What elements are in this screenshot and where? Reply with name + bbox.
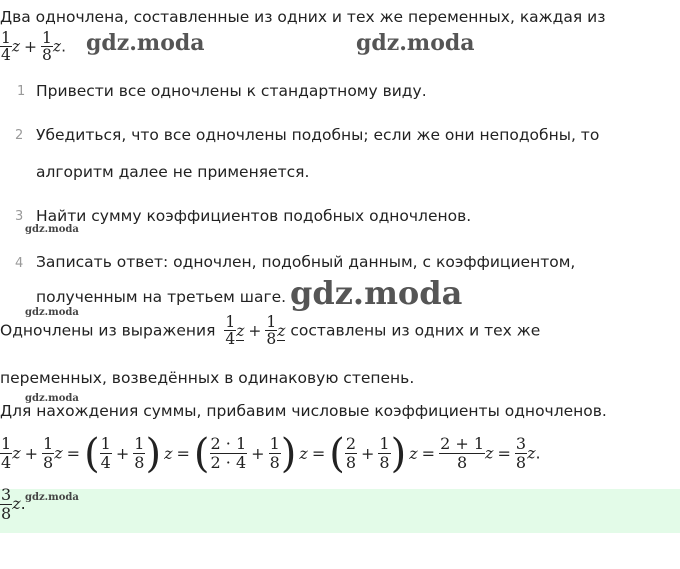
fraction: $\frac{1}{8}$ [43,434,54,473]
fraction: $\frac{1}{4}$ [1,29,11,65]
problem-expression: $\frac{1}{4}$ z + $\frac{1}{8}$ z. [1,29,67,65]
list-number: 2 [15,128,24,143]
list-item-continuation: полученным на третьем шаге. [36,288,287,306]
watermark: gdz.moda [25,492,79,503]
answer: $\frac{3}{8}$ z. [1,485,26,523]
list-number: 3 [15,209,24,224]
list-number: 1 [17,84,26,99]
list-item: Привести все одночлены к стандартному виду. [36,82,427,100]
watermark: gdz.moda [25,307,79,318]
watermark: gdz.moda [356,30,475,56]
list-item-continuation: алгоритм далее не применяется. [36,163,310,181]
list-item: Найти сумму коэффициентов подобных одночленов. [36,207,472,225]
answer-box [0,485,680,533]
explanation-line-2: переменных, возведённых в одинаковую степень. [0,369,415,387]
fraction: $\frac{2 + 1}{8}$ [440,434,485,473]
fraction: $\frac{1}{8}$ [42,29,52,65]
explanation-line-3: Для нахождения суммы, прибавим числовые коэффициенты одночленов. [0,402,607,420]
fraction: $\frac{1}{8}$ [379,434,390,473]
watermark: gdz.moda [290,274,463,312]
fraction: $\frac{1}{8}$ [269,434,280,473]
fraction: $\frac{3}{8}$ [515,434,527,473]
solution-equation: $\frac{1}{4}$ z + $\frac{1}{8}$ z = ( $\frac{1}{4}$ + $\frac{1}{8}$ ) z = ( $\frac{2 \cdot 1}{2 \cdot 4}$ + $\frac{1}{8}$ ) z = ( $\frac{2}{8}$ + $\frac{1}{8}$ ) z = $\frac{2 + 1}{8}$ z = $\frac{3}{8}$ z. [1,431,541,477]
fraction: $\frac{3}{8}$ [1,485,12,523]
fraction: $\frac{2 \cdot 1}{2 \cdot 4}$ [210,434,247,473]
list-item: Убедиться, что все одночлены подобны; если же они неподобны, то [36,126,600,144]
fraction: $\frac{1}{4}$ [100,434,111,473]
fraction: $\frac{1}{8}$ [134,434,145,473]
list-item: Записать ответ: одночлен, подобный данным, с коэффициентом, [36,253,576,271]
watermark: gdz.moda [86,30,205,56]
problem-text: Два одночлена, составленные из одних и тех же переменных, каждая из [0,8,606,26]
list-number: 4 [15,256,24,271]
watermark: gdz.moda [25,224,79,235]
fraction: $\frac{1}{4}$ [225,313,236,349]
fraction: $\frac{1}{8}$ [266,313,277,349]
fraction: $\frac{2}{8}$ [345,434,357,473]
explanation-line-1: Одночлены из выражения $\frac{1}{4}$ z + $\frac{1}{8}$ z составлены из одних и тех же [0,313,541,349]
fraction: $\frac{1}{4}$ [1,434,12,473]
watermark: gdz.moda [25,393,79,404]
